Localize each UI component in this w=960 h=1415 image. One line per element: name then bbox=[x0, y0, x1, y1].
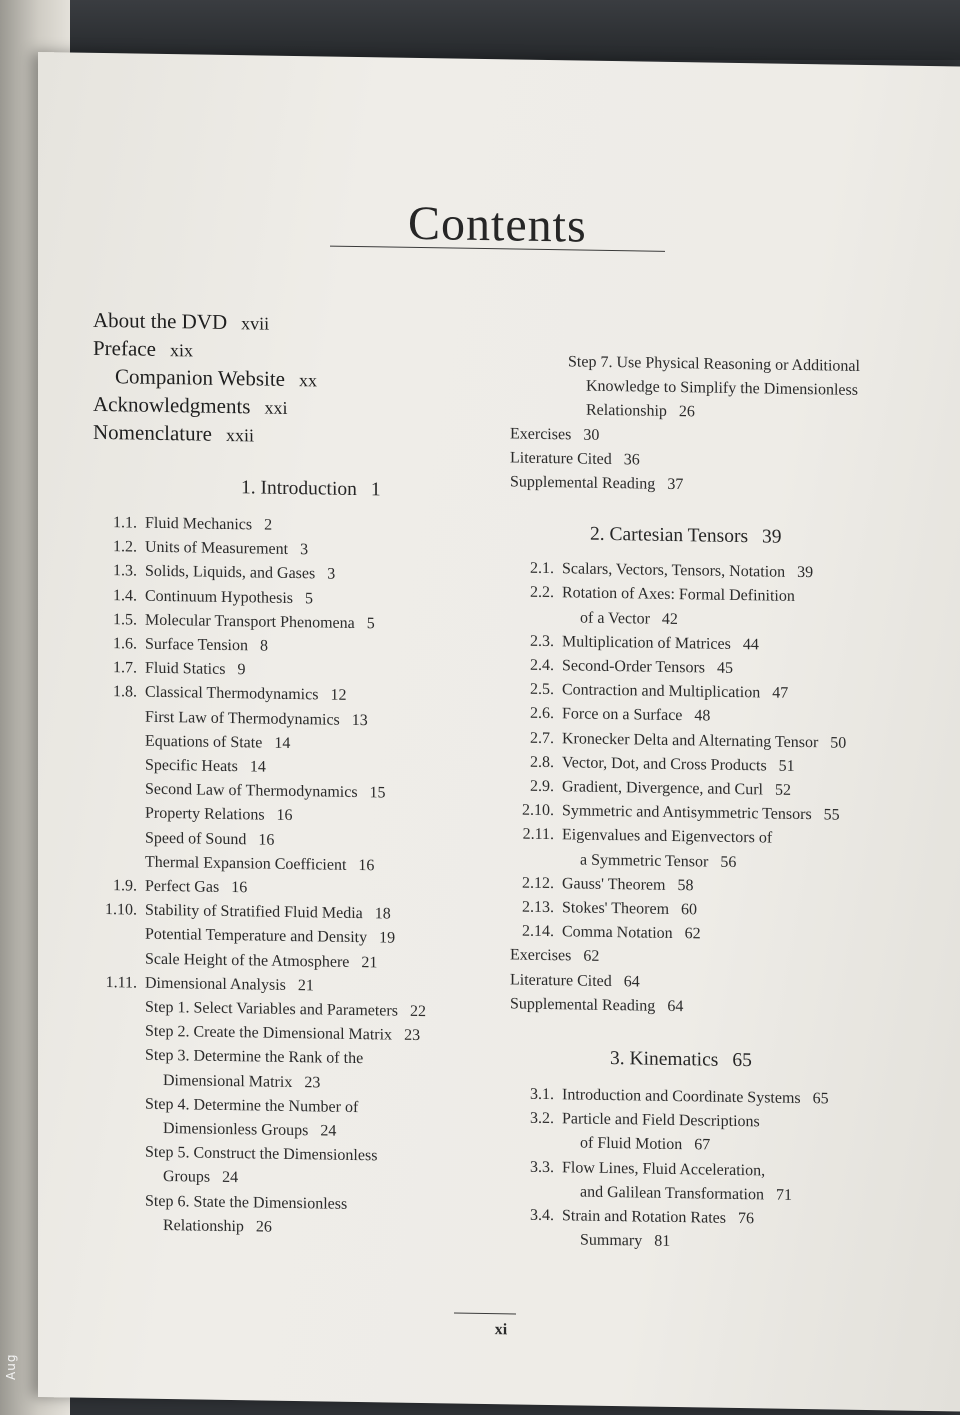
entry-title: Eigenvalues and Eigenvectors of bbox=[562, 826, 773, 847]
entry-title: Dimensionless Groups bbox=[163, 1120, 309, 1140]
entry-page: 12 bbox=[330, 687, 347, 705]
entry-page: 65 bbox=[812, 1090, 829, 1108]
entry-page: 64 bbox=[667, 997, 684, 1016]
entry-title: Fluid Statics bbox=[145, 659, 226, 679]
entry-page: 48 bbox=[694, 707, 711, 726]
entry-page: 3 bbox=[300, 541, 309, 559]
chapter-page: 65 bbox=[732, 1049, 752, 1072]
section-number: 1.1. bbox=[113, 514, 137, 532]
entry-title: Relationship bbox=[586, 402, 667, 421]
entry-page: 71 bbox=[775, 1186, 792, 1204]
entry-page: 45 bbox=[717, 659, 733, 677]
entry-page: 67 bbox=[694, 1136, 711, 1155]
entry-title: a Symmetric Tensor bbox=[580, 851, 709, 871]
left-column bbox=[93, 307, 513, 1244]
entry-title: Acknowledgments bbox=[93, 391, 251, 419]
entry-title: Potential Temperature and Density bbox=[145, 926, 368, 947]
entry-page: 16 bbox=[231, 879, 248, 897]
chapter-1-tail-entries bbox=[510, 349, 920, 501]
entry-title: Gradient, Divergence, and Curl bbox=[562, 778, 763, 799]
page-title: Contents bbox=[408, 196, 587, 253]
entry-title: of a Vector bbox=[580, 609, 650, 628]
entry-page: xx bbox=[299, 370, 317, 391]
entry-page: 16 bbox=[358, 856, 375, 875]
entry-page: 16 bbox=[258, 831, 275, 849]
entry-title: Perfect Gas bbox=[145, 877, 220, 896]
entry-title: Step 6. State the Dimensionless bbox=[145, 1192, 348, 1213]
entry-page: 14 bbox=[274, 734, 291, 752]
entry-page: 26 bbox=[255, 1218, 272, 1236]
entry-title: Strain and Rotation Rates bbox=[562, 1207, 726, 1227]
entry-title: Symmetric and Antisymmetric Tensors bbox=[562, 802, 812, 824]
entry-title: Thermal Expansion Coefficient bbox=[145, 853, 347, 874]
folio-rule bbox=[454, 1313, 516, 1315]
entry-title: Step 5. Construct the Dimensionless bbox=[145, 1143, 378, 1165]
chapter-page: 39 bbox=[762, 526, 782, 548]
entry-page: 5 bbox=[366, 614, 375, 633]
entry-title: Step 2. Create the Dimensional Matrix bbox=[145, 1022, 393, 1044]
entry-title: Introduction and Coordinate Systems bbox=[562, 1086, 801, 1108]
background-top bbox=[0, 0, 960, 60]
watermark-text: Aug bbox=[4, 1353, 18, 1380]
section-number: 2.1. bbox=[530, 559, 554, 578]
entry-page: 58 bbox=[677, 876, 694, 895]
section-number: 1.2. bbox=[113, 538, 137, 556]
entry-page: 39 bbox=[797, 564, 814, 582]
entry-title: Equations of State bbox=[145, 732, 263, 752]
entry-page: 64 bbox=[623, 972, 640, 991]
entry-title: Dimensional Analysis bbox=[145, 974, 286, 994]
entry-title: Multiplication of Matrices bbox=[562, 633, 731, 653]
entry-page: 19 bbox=[379, 929, 396, 948]
entry-title: Second Law of Thermodynamics bbox=[145, 780, 358, 802]
entry-page: 21 bbox=[361, 953, 378, 971]
chapter-title: 2. Cartesian Tensors bbox=[590, 523, 749, 548]
entry-title: Stability of Stratified Fluid Media bbox=[145, 901, 363, 923]
entry-title: Preface bbox=[93, 335, 156, 361]
entry-title: About the DVD bbox=[93, 307, 228, 334]
chapter-page: 1 bbox=[370, 479, 381, 501]
entry-page: 15 bbox=[369, 784, 386, 802]
entry-page: 37 bbox=[667, 475, 684, 494]
entry-page: 44 bbox=[742, 635, 759, 654]
section-number: 2.13. bbox=[522, 898, 554, 917]
entry-title: Comma Notation bbox=[562, 923, 673, 943]
entry-title: Specific Heats bbox=[145, 756, 238, 776]
entry-page: 23 bbox=[304, 1073, 321, 1092]
entry-title: Units of Measurement bbox=[145, 538, 289, 559]
entry-title: Exercises bbox=[510, 946, 572, 965]
entry-title: Second-Order Tensors bbox=[562, 657, 705, 677]
section-number: 2.6. bbox=[530, 705, 554, 723]
section-number: 2.7. bbox=[530, 729, 554, 747]
entry-page: 81 bbox=[654, 1232, 671, 1251]
entry-title: Gauss' Theorem bbox=[562, 875, 666, 894]
section-number: 1.4. bbox=[113, 586, 137, 605]
entry-page: 47 bbox=[772, 684, 789, 703]
entry-page: 30 bbox=[583, 426, 600, 444]
section-number: 1.7. bbox=[113, 659, 137, 677]
entry-page: 23 bbox=[404, 1027, 421, 1045]
entry-page: 24 bbox=[222, 1169, 239, 1187]
entry-page: 3 bbox=[327, 565, 336, 584]
entry-page: 42 bbox=[661, 610, 678, 628]
entry-title: Molecular Transport Phenomena bbox=[145, 611, 355, 632]
entry-title: Scalars, Vectors, Tensors, Notation bbox=[562, 560, 786, 581]
section-number: 2.9. bbox=[530, 777, 554, 796]
entry-page: 76 bbox=[737, 1210, 754, 1228]
section-number: 1.8. bbox=[113, 683, 137, 701]
toc-entry bbox=[510, 1228, 920, 1259]
entry-title: Supplemental Reading bbox=[510, 473, 656, 493]
entry-title: Rotation of Axes: Formal Definition bbox=[562, 584, 795, 606]
entry-title: Literature Cited bbox=[510, 449, 612, 468]
section-number: 2.4. bbox=[530, 656, 554, 675]
section-number: 1.6. bbox=[113, 635, 137, 653]
entry-page: xvii bbox=[241, 313, 270, 334]
section-number: 3.1. bbox=[530, 1085, 554, 1104]
section-number: 1.9. bbox=[113, 877, 137, 895]
section-number: 2.8. bbox=[530, 753, 554, 771]
section-number: 2.10. bbox=[522, 801, 554, 820]
entry-page: 18 bbox=[374, 905, 391, 923]
section-number: 2.2. bbox=[530, 584, 554, 602]
entry-title: Scale Height of the Atmosphere bbox=[145, 950, 350, 971]
entry-title: Property Relations bbox=[145, 805, 265, 824]
entry-title: of Fluid Motion bbox=[580, 1134, 683, 1154]
front-matter-list bbox=[93, 307, 513, 454]
section-number: 1.10. bbox=[105, 901, 137, 919]
entry-page: 13 bbox=[351, 711, 368, 729]
section-number: 1.5. bbox=[113, 610, 137, 629]
entry-page: xxii bbox=[225, 424, 254, 446]
section-number: 2.14. bbox=[522, 922, 554, 941]
entry-title: Particle and Field Descriptions bbox=[562, 1110, 760, 1131]
section-number: 1.11. bbox=[105, 973, 137, 992]
chapter-3-entries bbox=[510, 1082, 920, 1258]
entry-title: Groups bbox=[163, 1168, 211, 1187]
entry-page: 22 bbox=[409, 1002, 426, 1021]
entry-title: Literature Cited bbox=[510, 971, 612, 990]
entry-title: Nomenclature bbox=[93, 419, 212, 446]
entry-title: Dimensional Matrix bbox=[163, 1071, 293, 1091]
right-column bbox=[510, 349, 920, 1258]
section-number: 3.3. bbox=[530, 1158, 554, 1176]
section-number: 2.12. bbox=[522, 874, 554, 892]
book-page bbox=[38, 52, 960, 1411]
entry-page: 50 bbox=[830, 734, 847, 752]
entry-title: Solids, Liquids, and Gases bbox=[145, 563, 316, 583]
entry-title: and Galilean Transformation bbox=[580, 1183, 764, 1204]
entry-page: xix bbox=[169, 340, 193, 361]
entry-title: Surface Tension bbox=[145, 635, 248, 655]
entry-page: 24 bbox=[320, 1122, 337, 1140]
entry-title: Companion Website bbox=[115, 364, 285, 391]
entry-title: Exercises bbox=[510, 425, 572, 443]
entry-title: Supplemental Reading bbox=[510, 995, 656, 1015]
entry-page: 62 bbox=[583, 948, 600, 966]
entry-page: 8 bbox=[260, 637, 268, 655]
entry-title: Continuum Hypothesis bbox=[145, 587, 294, 607]
chapter-1-entries bbox=[93, 511, 513, 1244]
entry-page: 55 bbox=[823, 806, 840, 824]
entry-title: Force on a Surface bbox=[562, 705, 683, 725]
entry-page: 16 bbox=[276, 807, 293, 825]
page-number: xi bbox=[494, 1321, 508, 1339]
entry-page: 56 bbox=[720, 853, 737, 871]
entry-title: Step 1. Select Variables and Parameters bbox=[145, 998, 398, 1020]
entry-page: 14 bbox=[249, 758, 266, 776]
section-number: 3.2. bbox=[530, 1110, 554, 1128]
entry-title: Classical Thermodynamics bbox=[145, 684, 319, 704]
entry-page: 51 bbox=[778, 757, 795, 775]
entry-page: xxi bbox=[264, 397, 288, 418]
entry-page: 2 bbox=[264, 516, 273, 534]
section-number: 1.3. bbox=[113, 562, 137, 580]
chapter-title: 1. Introduction bbox=[241, 477, 357, 501]
entry-title: Step 7. Use Physical Reasoning or Additional bbox=[568, 353, 860, 375]
entry-title: First Law of Thermodynamics bbox=[145, 708, 340, 729]
entry-page: 26 bbox=[678, 403, 695, 421]
entry-page: 36 bbox=[623, 451, 640, 469]
section-number: 2.3. bbox=[530, 632, 554, 650]
entry-title: Stokes' Theorem bbox=[562, 899, 670, 918]
entry-title: Flow Lines, Fluid Acceleration, bbox=[562, 1158, 766, 1180]
entry-title: Knowledge to Simplify the Dimensionless bbox=[586, 377, 858, 400]
section-number: 3.4. bbox=[530, 1206, 554, 1225]
entry-page: 60 bbox=[681, 901, 698, 919]
entry-title: Contraction and Multiplication bbox=[562, 681, 761, 702]
section-number: 2.5. bbox=[530, 680, 554, 699]
entry-page: 9 bbox=[237, 661, 246, 679]
entry-title: Summary bbox=[580, 1231, 643, 1250]
entry-page: 21 bbox=[297, 976, 314, 995]
entry-title: Relationship bbox=[163, 1216, 244, 1236]
section-number: 2.11. bbox=[522, 826, 554, 844]
entry-title: Speed of Sound bbox=[145, 829, 247, 848]
entry-page: 62 bbox=[684, 925, 701, 943]
entry-title: Step 4. Determine the Number of bbox=[145, 1095, 359, 1116]
chapter-2-entries bbox=[510, 557, 920, 1023]
entry-title: Vector, Dot, and Cross Products bbox=[562, 754, 767, 775]
entry-title: Step 3. Determine the Rank of the bbox=[145, 1047, 364, 1068]
entry-title: Kronecker Delta and Alternating Tensor bbox=[562, 729, 819, 751]
entry-page: 52 bbox=[774, 781, 791, 799]
entry-page: 5 bbox=[305, 589, 314, 607]
entry-title: Fluid Mechanics bbox=[145, 514, 253, 534]
chapter-title: 3. Kinematics bbox=[610, 1048, 719, 1071]
